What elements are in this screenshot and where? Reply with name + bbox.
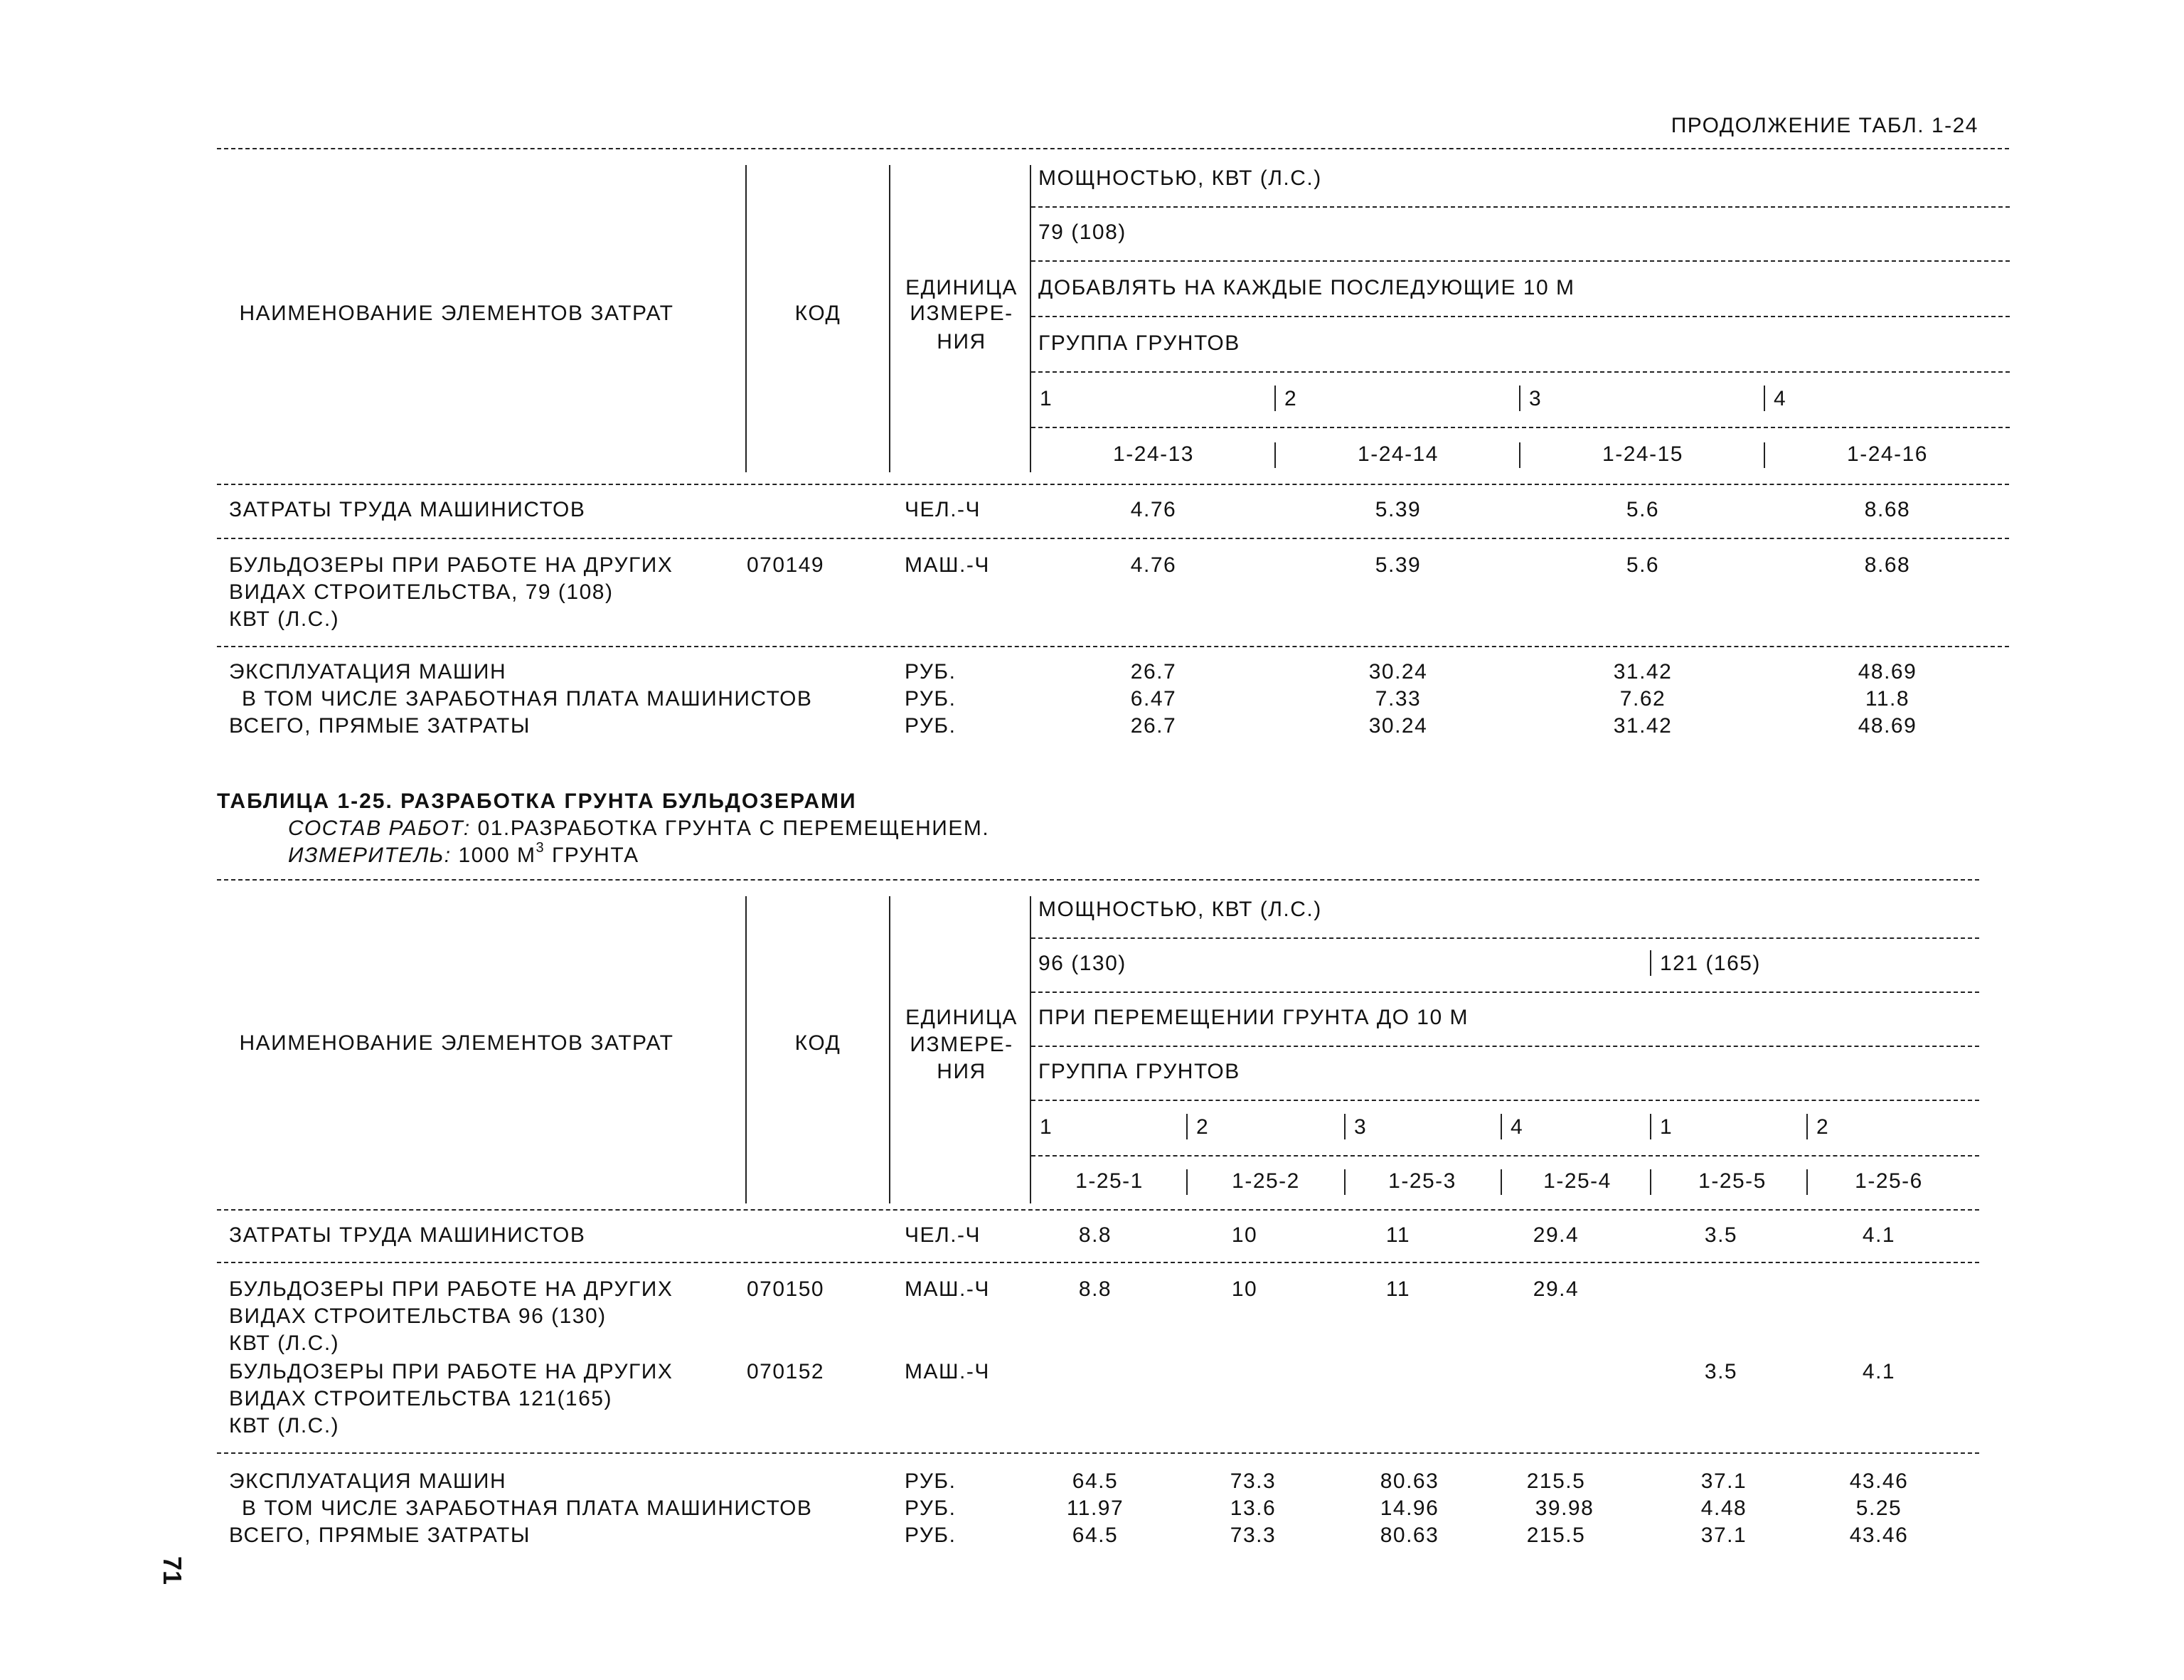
value-cell: 29.4 bbox=[1533, 1223, 1580, 1247]
column-divider bbox=[1764, 442, 1765, 468]
value-cell: 43.46 bbox=[1849, 1524, 1909, 1547]
machine-unit: МАШ.-Ч bbox=[905, 1277, 990, 1301]
machine-unit: МАШ.-Ч bbox=[905, 553, 990, 577]
value-cell: 80.63 bbox=[1380, 1524, 1439, 1547]
measure-label: ИЗМЕРИТЕЛЬ: bbox=[288, 844, 452, 867]
value-cell: 31.42 bbox=[1613, 660, 1673, 684]
header-unit-line: ИЗМЕРЕ- bbox=[910, 1033, 1013, 1056]
rule bbox=[217, 646, 2009, 647]
rule bbox=[217, 538, 2009, 539]
rule bbox=[217, 1262, 1979, 1263]
code-label: 1-24-16 bbox=[1847, 442, 1928, 466]
group-number: 3 bbox=[1529, 387, 1543, 410]
value-cell: 5.6 bbox=[1626, 553, 1660, 577]
value-cell: 48.69 bbox=[1858, 714, 1917, 738]
rule bbox=[1031, 316, 2010, 317]
code-label: 1-25-1 bbox=[1075, 1169, 1144, 1193]
group-label: ГРУППА ГРУНТОВ bbox=[1038, 1060, 1240, 1083]
value-cell: 7.62 bbox=[1619, 687, 1666, 711]
header-code: КОД bbox=[794, 1031, 841, 1055]
work-composition bbox=[288, 818, 989, 839]
column-divider bbox=[1186, 1169, 1188, 1195]
continuation-label: ПРОДОЛЖЕНИЕ ТАБЛ. 1-24 bbox=[1671, 114, 1978, 137]
value-cell: 10 bbox=[1231, 1223, 1258, 1247]
value-cell: 29.4 bbox=[1533, 1277, 1580, 1301]
cost-name: ВСЕГО, ПРЯМЫЕ ЗАТРАТЫ bbox=[229, 1524, 531, 1547]
group-label: ГРУППА ГРУНТОВ bbox=[1038, 331, 1240, 355]
value-cell: 8.68 bbox=[1864, 553, 1911, 577]
column-divider bbox=[1650, 1114, 1651, 1139]
cost-name: ВСЕГО, ПРЯМЫЕ ЗАТРАТЫ bbox=[229, 714, 531, 738]
header-name: НАИМЕНОВАНИЕ ЭЛЕМЕНТОВ ЗАТРАТ bbox=[239, 1031, 674, 1055]
value-cell: 8.8 bbox=[1078, 1277, 1112, 1301]
cost-unit: РУБ. bbox=[905, 1496, 957, 1520]
value-cell: 73.3 bbox=[1230, 1524, 1277, 1547]
rule bbox=[217, 1209, 1979, 1211]
value-cell: 11.8 bbox=[1865, 687, 1910, 711]
column-divider bbox=[1650, 1169, 1651, 1195]
column-divider bbox=[1806, 1169, 1808, 1195]
column-divider bbox=[1274, 386, 1276, 411]
value-cell: 64.5 bbox=[1072, 1469, 1119, 1493]
rule bbox=[1031, 206, 2010, 208]
column-divider bbox=[1764, 386, 1765, 411]
group-number: 4 bbox=[1511, 1115, 1524, 1139]
condition: ДОБАВЛЯТЬ НА КАЖДЫЕ ПОСЛЕДУЮЩИЕ 10 М bbox=[1038, 276, 1575, 299]
value-cell: 30.24 bbox=[1368, 660, 1428, 684]
column-divider bbox=[1650, 950, 1651, 976]
value-cell: 73.3 bbox=[1230, 1469, 1277, 1493]
column-divider bbox=[1501, 1169, 1502, 1195]
measure-value: 1000 М bbox=[458, 844, 536, 867]
group-number: 1 bbox=[1040, 387, 1053, 410]
measure bbox=[288, 840, 639, 867]
value-cell: 11 bbox=[1385, 1223, 1411, 1247]
rule bbox=[1031, 260, 2010, 262]
machine-unit: МАШ.-Ч bbox=[905, 1360, 990, 1383]
value-cell: 4.48 bbox=[1700, 1496, 1747, 1520]
column-divider bbox=[1030, 896, 1031, 1203]
code-label: 1-25-6 bbox=[1855, 1169, 1923, 1193]
machine-name-line: БУЛЬДОЗЕРЫ ПРИ РАБОТЕ НА ДРУГИХ bbox=[229, 1360, 673, 1383]
value-cell: 37.1 bbox=[1700, 1469, 1747, 1493]
code-label: 1-25-5 bbox=[1698, 1169, 1767, 1193]
value-cell: 8.8 bbox=[1078, 1223, 1112, 1247]
cost-name: ЭКСПЛУАТАЦИЯ МАШИН bbox=[229, 660, 507, 684]
value-cell: 5.39 bbox=[1375, 553, 1422, 577]
header-unit-line: ЕДИНИЦА bbox=[905, 276, 1018, 299]
column-divider bbox=[745, 896, 747, 1203]
value-cell: 11 bbox=[1385, 1277, 1411, 1301]
rule bbox=[217, 484, 2009, 485]
value-cell: 4.76 bbox=[1130, 553, 1177, 577]
cost-name: В ТОМ ЧИСЛЕ ЗАРАБОТНАЯ ПЛАТА МАШИНИСТОВ bbox=[242, 687, 813, 711]
value-cell: 80.63 bbox=[1380, 1469, 1439, 1493]
cost-unit: РУБ. bbox=[905, 660, 957, 684]
value-cell: 5.6 bbox=[1626, 498, 1660, 521]
power-value: 79 (108) bbox=[1038, 220, 1126, 244]
machine-name-line: БУЛЬДОЗЕРЫ ПРИ РАБОТЕ НА ДРУГИХ bbox=[229, 553, 673, 577]
group-number: 2 bbox=[1196, 1115, 1210, 1139]
work-text: 01.РАЗРАБОТКА ГРУНТА С ПЕРЕМЕЩЕНИЕМ. bbox=[477, 817, 990, 840]
header-unit-line: НИЯ bbox=[937, 1060, 986, 1083]
group-number: 1 bbox=[1040, 1115, 1053, 1139]
column-divider bbox=[1344, 1169, 1346, 1195]
page-number: 71 bbox=[158, 1556, 188, 1585]
column-divider bbox=[1519, 442, 1520, 468]
cost-unit: РУБ. bbox=[905, 1524, 957, 1547]
machine-code: 070150 bbox=[747, 1277, 825, 1301]
value-cell: 13.6 bbox=[1230, 1496, 1277, 1520]
cost-unit: РУБ. bbox=[905, 1469, 957, 1493]
labor-unit: ЧЕЛ.-Ч bbox=[905, 498, 981, 521]
rule bbox=[1031, 991, 1979, 993]
code-label: 1-25-2 bbox=[1232, 1169, 1300, 1193]
group-number: 4 bbox=[1774, 387, 1787, 410]
power-value: 121 (165) bbox=[1660, 952, 1761, 975]
column-divider bbox=[1274, 442, 1276, 468]
value-cell: 4.1 bbox=[1862, 1360, 1896, 1383]
measure-unit: ГРУНТА bbox=[552, 844, 639, 867]
table-title: ТАБЛИЦА 1-25. РАЗРАБОТКА ГРУНТА БУЛЬДОЗЕРАМИ bbox=[217, 790, 857, 813]
rule bbox=[1031, 427, 2010, 428]
code-label: 1-24-13 bbox=[1113, 442, 1194, 466]
column-divider bbox=[1501, 1114, 1502, 1139]
value-cell: 37.1 bbox=[1700, 1524, 1747, 1547]
power-label: МОЩНОСТЬЮ, КВТ (Л.С.) bbox=[1038, 898, 1322, 921]
value-cell: 43.46 bbox=[1849, 1469, 1909, 1493]
value-cell: 6.47 bbox=[1130, 687, 1177, 711]
machine-name-line: КВТ (Л.С.) bbox=[229, 1414, 340, 1437]
value-cell: 3.5 bbox=[1704, 1223, 1738, 1247]
machine-name-line: БУЛЬДОЗЕРЫ ПРИ РАБОТЕ НА ДРУГИХ bbox=[229, 1277, 673, 1301]
column-divider bbox=[1344, 1114, 1346, 1139]
header-code: КОД bbox=[794, 302, 841, 325]
value-cell: 30.24 bbox=[1368, 714, 1428, 738]
code-label: 1-25-4 bbox=[1543, 1169, 1612, 1193]
value-cell: 4.1 bbox=[1862, 1223, 1896, 1247]
value-cell: 39.98 bbox=[1535, 1496, 1594, 1520]
value-cell: 215.5 bbox=[1526, 1524, 1586, 1547]
value-cell: 5.39 bbox=[1375, 498, 1422, 521]
rule bbox=[217, 879, 1979, 881]
group-number: 2 bbox=[1816, 1115, 1830, 1139]
value-cell: 26.7 bbox=[1130, 660, 1177, 684]
value-cell: 31.42 bbox=[1613, 714, 1673, 738]
value-cell: 64.5 bbox=[1072, 1524, 1119, 1547]
machine-name-line: ВИДАХ СТРОИТЕЛЬСТВА 121(165) bbox=[229, 1387, 612, 1410]
labor-name: ЗАТРАТЫ ТРУДА МАШИНИСТОВ bbox=[229, 498, 586, 521]
measure-exponent: 3 bbox=[536, 840, 545, 856]
code-label: 1-24-15 bbox=[1602, 442, 1683, 466]
value-cell: 4.76 bbox=[1130, 498, 1177, 521]
cost-name: В ТОМ ЧИСЛЕ ЗАРАБОТНАЯ ПЛАТА МАШИНИСТОВ bbox=[242, 1496, 813, 1520]
group-number: 3 bbox=[1354, 1115, 1368, 1139]
group-number: 1 bbox=[1660, 1115, 1673, 1139]
machine-code: 070149 bbox=[747, 553, 825, 577]
column-divider bbox=[1519, 386, 1520, 411]
rule bbox=[1031, 1046, 1979, 1047]
column-divider bbox=[1186, 1114, 1188, 1139]
rule bbox=[1031, 937, 1979, 939]
value-cell: 7.33 bbox=[1375, 687, 1422, 711]
value-cell: 48.69 bbox=[1858, 660, 1917, 684]
code-label: 1-24-14 bbox=[1358, 442, 1439, 466]
work-label: СОСТАВ РАБОТ: bbox=[288, 817, 471, 840]
group-number: 2 bbox=[1284, 387, 1298, 410]
rule bbox=[1031, 1155, 1979, 1157]
value-cell: 215.5 bbox=[1526, 1469, 1586, 1493]
power-label: МОЩНОСТЬЮ, КВТ (Л.С.) bbox=[1038, 166, 1322, 190]
value-cell: 3.5 bbox=[1704, 1360, 1738, 1383]
value-cell: 10 bbox=[1231, 1277, 1258, 1301]
value-cell: 11.97 bbox=[1066, 1496, 1124, 1520]
cost-name: ЭКСПЛУАТАЦИЯ МАШИН bbox=[229, 1469, 507, 1493]
machine-name-line: ВИДАХ СТРОИТЕЛЬСТВА, 79 (108) bbox=[229, 580, 614, 604]
header-unit-line: ИЗМЕРЕ- bbox=[910, 302, 1013, 325]
column-divider bbox=[1806, 1114, 1808, 1139]
code-label: 1-25-3 bbox=[1388, 1169, 1456, 1193]
rule bbox=[217, 1452, 1979, 1454]
power-value: 96 (130) bbox=[1038, 952, 1126, 975]
column-divider bbox=[889, 165, 890, 472]
value-cell: 14.96 bbox=[1380, 1496, 1439, 1520]
labor-unit: ЧЕЛ.-Ч bbox=[905, 1223, 981, 1247]
rule bbox=[1031, 1100, 1979, 1101]
cost-unit: РУБ. bbox=[905, 687, 957, 711]
machine-name-line: КВТ (Л.С.) bbox=[229, 607, 340, 631]
value-cell: 5.25 bbox=[1855, 1496, 1902, 1520]
labor-name: ЗАТРАТЫ ТРУДА МАШИНИСТОВ bbox=[229, 1223, 586, 1247]
header-name: НАИМЕНОВАНИЕ ЭЛЕМЕНТОВ ЗАТРАТ bbox=[239, 302, 674, 325]
header-unit-line: ЕДИНИЦА bbox=[905, 1006, 1018, 1029]
cost-unit: РУБ. bbox=[905, 714, 957, 738]
column-divider bbox=[745, 165, 747, 472]
condition: ПРИ ПЕРЕМЕЩЕНИИ ГРУНТА ДО 10 М bbox=[1038, 1006, 1469, 1029]
rule bbox=[1031, 371, 2010, 373]
value-cell: 8.68 bbox=[1864, 498, 1911, 521]
machine-name-line: ВИДАХ СТРОИТЕЛЬСТВА 96 (130) bbox=[229, 1304, 607, 1328]
machine-code: 070152 bbox=[747, 1360, 825, 1383]
machine-name-line: КВТ (Л.С.) bbox=[229, 1331, 340, 1355]
column-divider bbox=[889, 896, 890, 1203]
rule bbox=[217, 148, 2009, 149]
value-cell: 26.7 bbox=[1130, 714, 1177, 738]
header-unit-line: НИЯ bbox=[937, 330, 986, 353]
